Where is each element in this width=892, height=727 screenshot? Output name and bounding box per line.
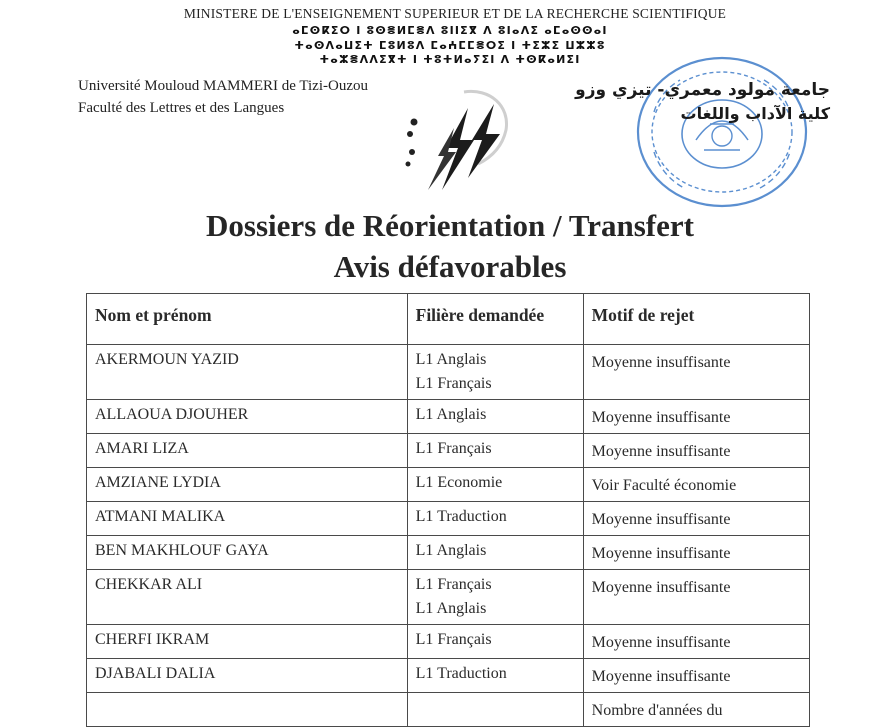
requested-program xyxy=(407,693,583,727)
rejection-reason: Moyenne insuffisante xyxy=(583,570,809,625)
page-title: Dossiers de Réorientation / Transfert xyxy=(206,208,694,243)
rejection-reason: Moyenne insuffisante xyxy=(583,434,809,468)
arabic-university-name: جامعة مولود معمري- تيزي وزو xyxy=(575,80,830,100)
student-name: BEN MAKHLOUF GAYA xyxy=(87,536,408,570)
rejection-reason: Moyenne insuffisante xyxy=(583,536,809,570)
program-line: L1 Français xyxy=(415,375,492,392)
requested-program xyxy=(407,345,583,400)
table-row xyxy=(87,434,810,468)
page-subtitle: Avis défavorables xyxy=(333,249,567,284)
requested-program xyxy=(407,570,583,625)
requested-program xyxy=(407,502,583,536)
column-header-motif: Motif de rejet xyxy=(583,294,809,345)
table-row xyxy=(87,693,810,727)
university-name: Université Mouloud MAMMERI de Tizi-Ouzou xyxy=(78,78,368,94)
rejection-reason: Moyenne insuffisante xyxy=(583,502,809,536)
program-line: L1 Anglais xyxy=(415,542,487,559)
program-line: L1 Français xyxy=(415,631,492,648)
table-row xyxy=(87,659,810,693)
table-row xyxy=(87,625,810,659)
program-line: L1 Traduction xyxy=(415,665,507,682)
student-name: CHERFI IKRAM xyxy=(87,625,408,659)
requested-program xyxy=(407,536,583,570)
rejection-reason: Moyenne insuffisante xyxy=(583,625,809,659)
requested-program xyxy=(407,468,583,502)
program-line: L1 Economie xyxy=(415,474,503,491)
faculty-name: Faculté des Lettres et des Langues xyxy=(78,100,285,116)
tifinagh-line-2: ⵜⴰⵙⴷⴰⵡⵉⵜ ⵎⵓⵍⵓⴷ ⵎⴰⵄⵎⵎⴻⵔⵉ ⵏ ⵜⵉⵣⵉ ⵡⵣⵣⵓ xyxy=(294,39,606,52)
rejection-reason: Moyenne insuffisante xyxy=(583,659,809,693)
student-name: AMZIANE LYDIA xyxy=(87,468,408,502)
column-header-name: Nom et prénom xyxy=(87,294,408,345)
university-logo xyxy=(398,78,528,198)
requested-program xyxy=(407,400,583,434)
program-line: L1 Anglais xyxy=(415,600,487,617)
table-row xyxy=(87,468,810,502)
table-header-row xyxy=(87,294,810,345)
student-name: DJABALI DALIA xyxy=(87,659,408,693)
program-line: L1 Anglais xyxy=(415,406,487,423)
official-stamp xyxy=(624,52,810,210)
student-name: ATMANI MALIKA xyxy=(87,502,408,536)
rejection-reason: Moyenne insuffisante xyxy=(583,400,809,434)
tifinagh-line-1: ⴰⵎⵙⴽⵉⵔ ⵏ ⵓⵙⴻⵍⵎⴻⴷ ⵓⵏⵏⵉⴳ ⴷ ⵓⵏⴰⴷⵉ ⴰⵎⴰⵙⵙⴰⵏ xyxy=(292,24,608,37)
column-header-filiere: Filière demandée xyxy=(407,294,583,345)
requested-program xyxy=(407,434,583,468)
program-line: L1 Traduction xyxy=(415,508,507,525)
table-row xyxy=(87,400,810,434)
rejections-table xyxy=(86,293,810,727)
table-row xyxy=(87,536,810,570)
tifinagh-line-3: ⵜⴰⵣⴻⴷⴷⵉⴳⵜ ⵏ ⵜⵓⵜⵍⴰⵢⵉⵏ ⴷ ⵜⵙⴽⴰⵍⵉⵏ xyxy=(319,53,581,66)
student-name: ALLAOUA DJOUHER xyxy=(87,400,408,434)
program-line: L1 Français xyxy=(415,576,492,593)
arabic-faculty-name: كلية الآداب واللغات xyxy=(680,104,830,123)
rejection-reason: Nombre d'années du xyxy=(583,693,809,727)
student-name: CHEKKAR ALI xyxy=(87,570,408,625)
rejection-reason: Voir Faculté économie xyxy=(583,468,809,502)
ministry-heading: MINISTERE DE L'ENSEIGNEMENT SUPERIEUR ET DE LA RECHERCHE SCIENTIFIQUE xyxy=(183,6,727,21)
requested-program xyxy=(407,625,583,659)
table-row xyxy=(87,570,810,625)
program-line: L1 Français xyxy=(415,440,492,457)
student-name: AMARI LIZA xyxy=(87,434,408,468)
student-name: AKERMOUN YAZID xyxy=(87,345,408,400)
table-row xyxy=(87,502,810,536)
requested-program xyxy=(407,659,583,693)
rejection-reason: Moyenne insuffisante xyxy=(583,345,809,400)
student-name xyxy=(87,693,408,727)
table-row xyxy=(87,345,810,400)
program-line: L1 Anglais xyxy=(415,351,487,368)
